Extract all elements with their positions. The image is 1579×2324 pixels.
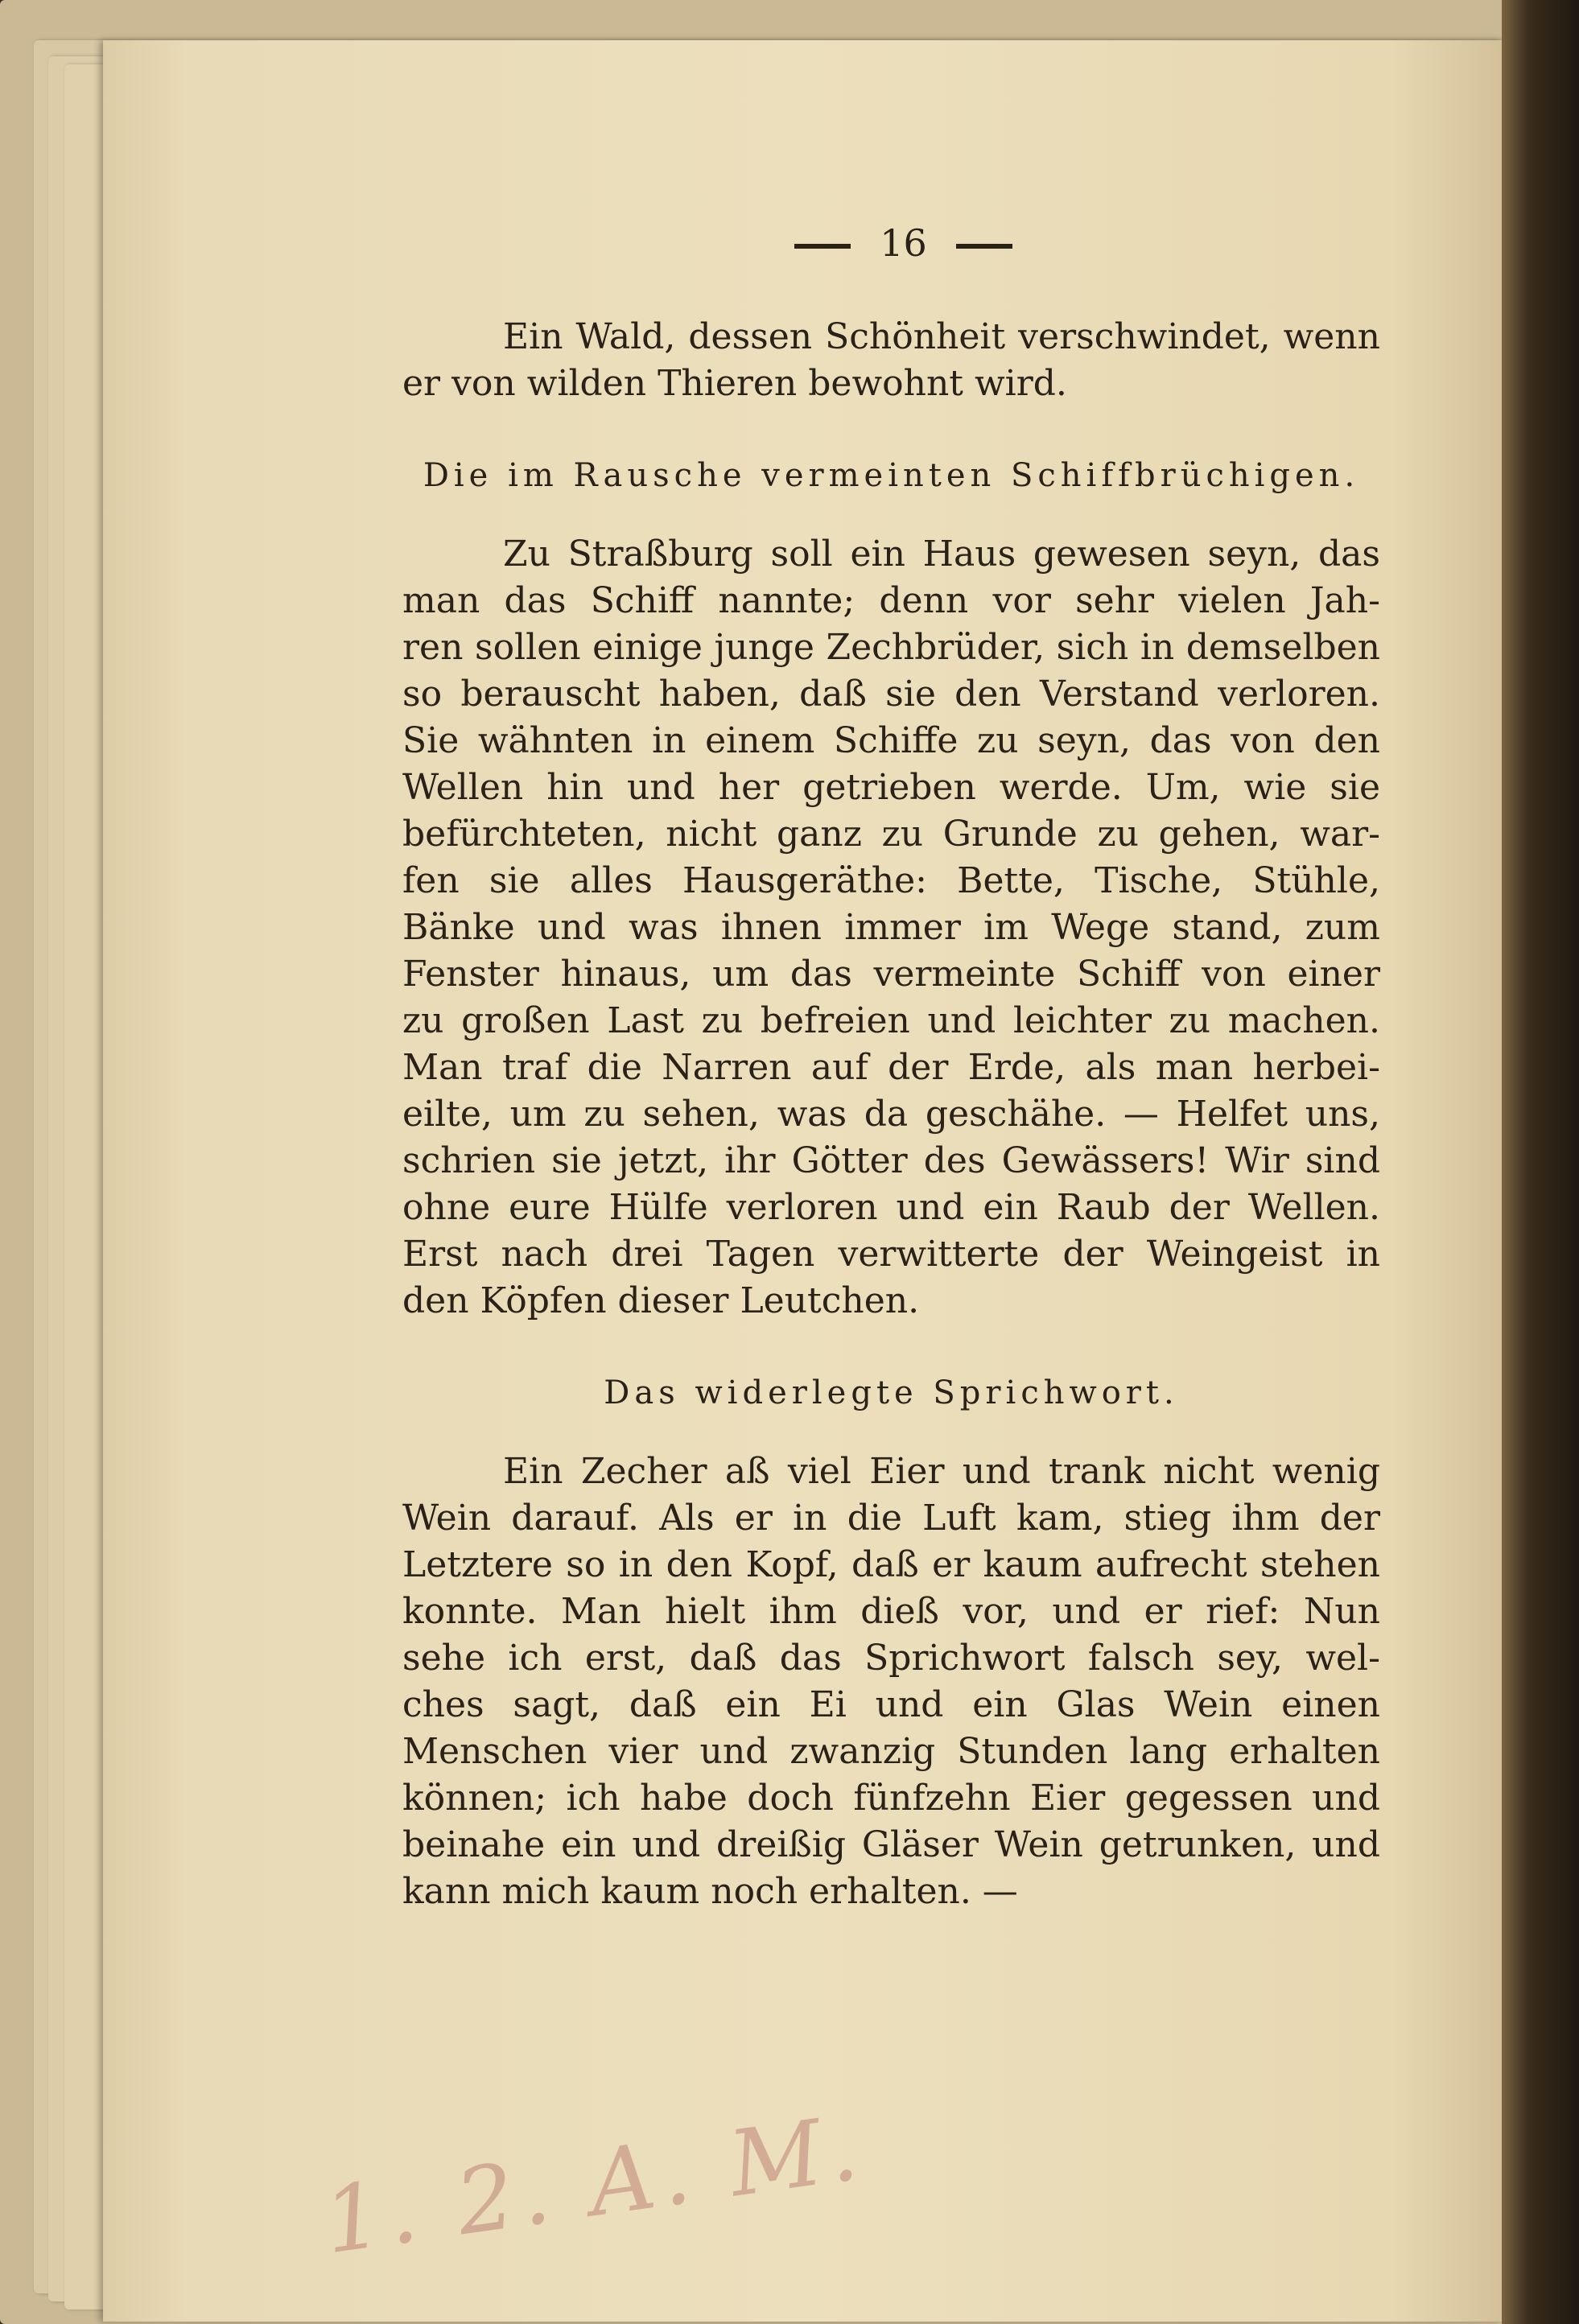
dash-left: [794, 244, 851, 249]
text-line: eilte, um zu sehen, was da geschähe. — Helfet uns,: [402, 1094, 1380, 1135]
text-line: sehe ich erst, daß das Sprichwort falsch sey, wel-: [402, 1638, 1380, 1679]
text-line: Zu Straßburg soll ein Haus gewesen seyn, das: [503, 534, 1380, 575]
text-block: [402, 217, 1380, 1915]
text-line: ches sagt, daß ein Ei und ein Glas Wein einen: [402, 1684, 1380, 1725]
book-binding: [1502, 0, 1579, 2324]
text-line: Fenster hinaus, um das vermeinte Schiff von einer: [402, 954, 1380, 995]
text-line: Menschen vier und zwanzig Stunden lang erhalten: [402, 1731, 1380, 1772]
text-line: Letztere so in den Kopf, daß er kaum aufrecht stehen: [402, 1544, 1380, 1585]
text-line: man das Schiff nannte; denn vor sehr vielen Jah-: [402, 580, 1380, 621]
page-number: 16: [880, 221, 927, 265]
text-line: Ein Wald, dessen Schönheit verschwindet, wenn: [503, 316, 1380, 357]
text-line: konnte. Man hielt ihm dieß vor, und er rief: Nun: [402, 1591, 1380, 1632]
text-line: Sie wähnten in einem Schiffe zu seyn, das von den: [402, 720, 1380, 761]
text-line: ohne eure Hülfe verloren und ein Raub der Wellen.: [402, 1187, 1380, 1228]
page-number-row: [427, 217, 1380, 269]
text-line: können; ich habe doch fünfzehn Eier gegessen und: [402, 1778, 1380, 1819]
text-line: ren sollen einige junge Zechbrüder, sich in demselben: [402, 627, 1380, 668]
section-title: Die im Rausche vermeinten Schiffbrüchigen.: [423, 457, 1360, 494]
text-line: kann mich kaum noch erhalten. —: [402, 1871, 1018, 1912]
pencil-annotation: 1. 2. A. M.: [317, 2095, 871, 2275]
text-line: Man traf die Narren auf der Erde, als man herbei-: [402, 1047, 1380, 1088]
text-line: Wellen hin und her getrieben werde. Um, wie sie: [402, 767, 1380, 808]
text-line: Erst nach drei Tagen verwitterte der Weingeist in: [402, 1234, 1380, 1275]
text-line: schrien sie jetzt, ihr Götter des Gewässers! Wir sind: [402, 1140, 1380, 1181]
text-line: so berauscht haben, daß sie den Verstand verloren.: [402, 674, 1380, 715]
text-line: fen sie alles Hausgeräthe: Bette, Tische, Stühle,: [402, 860, 1380, 901]
text-line: beinahe ein und dreißig Gläser Wein getrunken, und: [402, 1824, 1380, 1865]
text-line: Bänke und was ihnen immer im Wege stand, zum: [402, 907, 1380, 948]
text-line: Ein Zecher aß viel Eier und trank nicht wenig: [503, 1451, 1380, 1492]
text-line: Wein darauf. Als er in die Luft kam, stieg ihm der: [402, 1498, 1380, 1539]
text-line: er von wilden Thieren bewohnt wird.: [402, 363, 1067, 404]
text-line: zu großen Last zu befreien und leichter zu machen.: [402, 1000, 1380, 1041]
dash-right: [956, 244, 1012, 249]
text-line: befürchteten, nicht ganz zu Grunde zu gehen, war-: [402, 814, 1380, 855]
text-line: den Köpfen dieser Leutchen.: [402, 1280, 920, 1321]
section-title: Das widerlegte Sprichwort.: [604, 1374, 1179, 1411]
